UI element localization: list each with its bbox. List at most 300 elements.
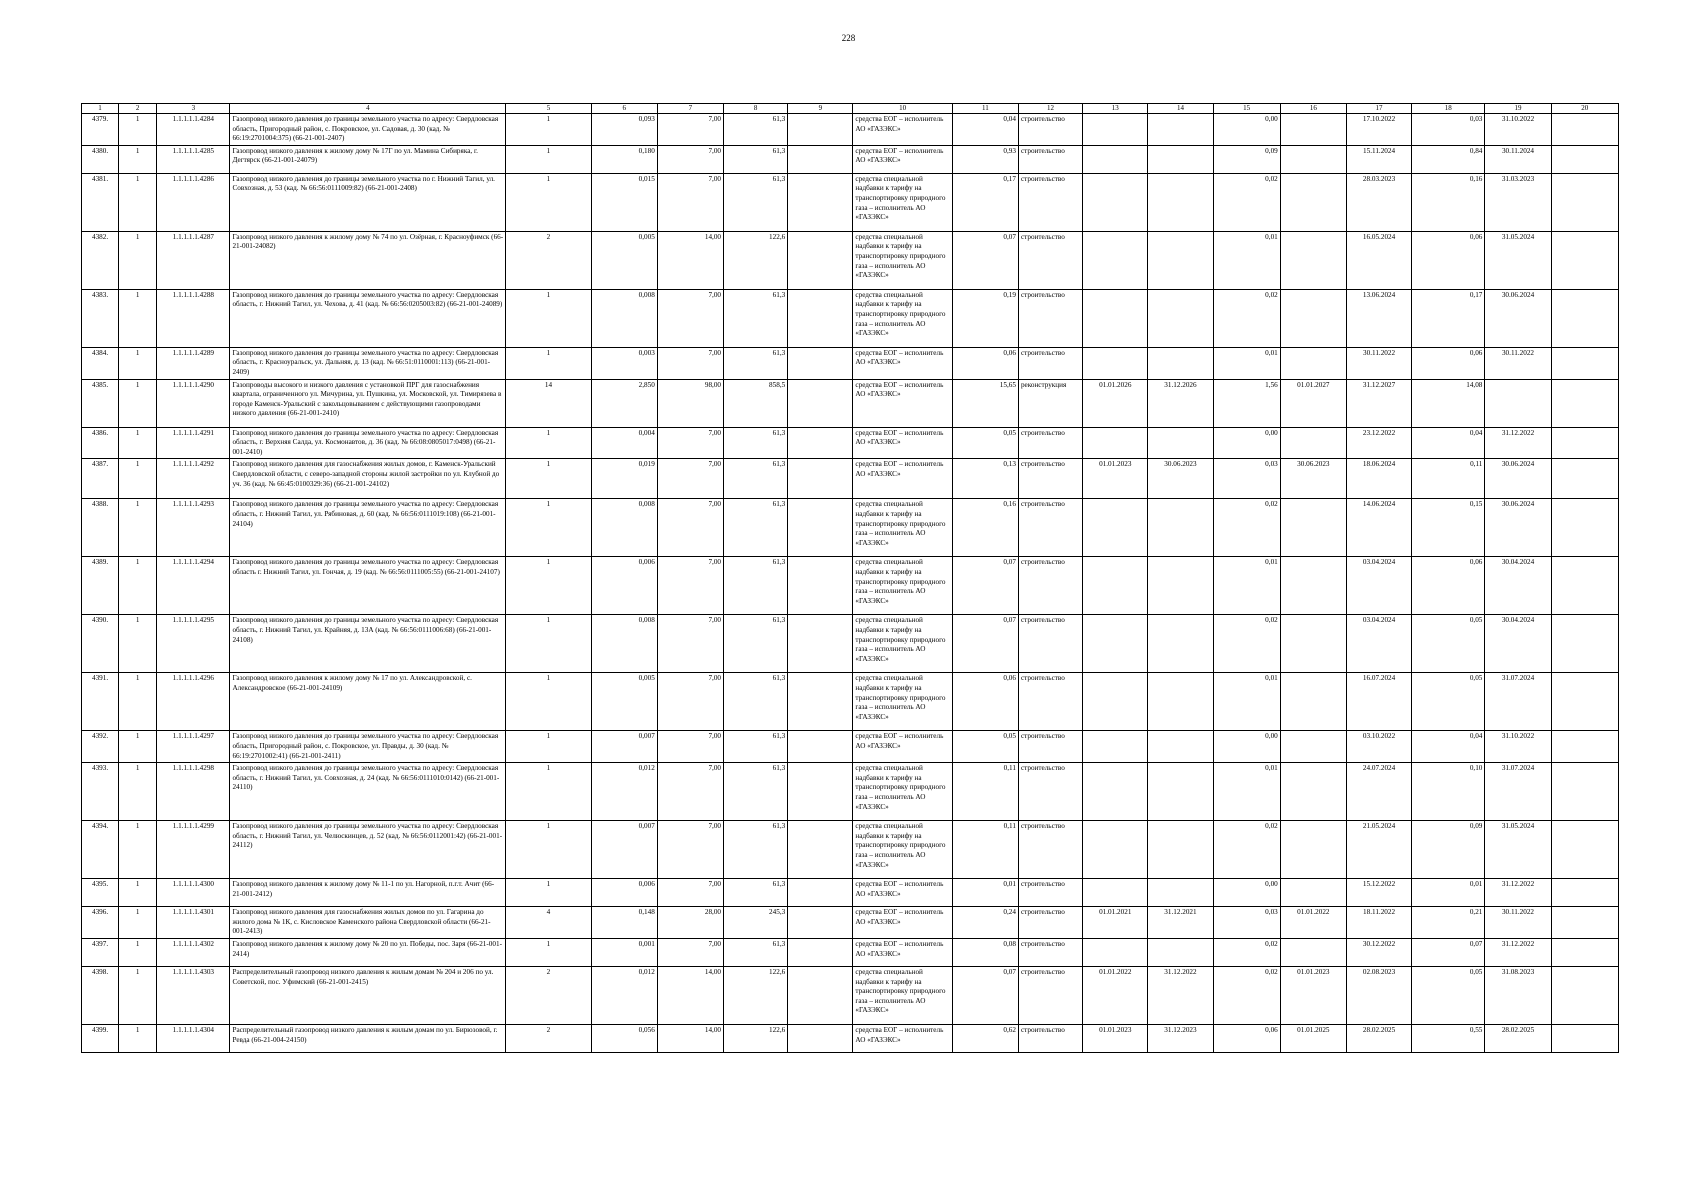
design-end-cell: 31.12.2021	[1148, 907, 1213, 939]
build-cost-cell: 0,15	[1412, 499, 1485, 557]
table-row	[82, 615, 1619, 673]
col9-cell	[788, 231, 853, 289]
design-start-cell	[1083, 879, 1148, 907]
build-end-cell: 30.11.2022	[1346, 347, 1411, 379]
funding-source-cell: средства специальной надбавки к тарифу на транспортировку природного газа – исполнитель АО «ГАЗЭКС»	[853, 966, 952, 1024]
design-end-cell	[1148, 114, 1213, 146]
table-body	[82, 114, 1619, 1053]
row-number-cell: 4380.	[82, 145, 119, 173]
group-cell: 1	[119, 427, 157, 459]
build-cost-cell: 0,06	[1412, 347, 1485, 379]
length-cell: 0,006	[591, 557, 657, 615]
cost-cell: 0,07	[952, 615, 1018, 673]
volume-cell: 61,3	[724, 557, 788, 615]
design-cost-cell: 1,56	[1213, 379, 1280, 427]
row-number-cell: 4382.	[82, 231, 119, 289]
row-number-cell: 4386.	[82, 427, 119, 459]
build-cost-cell: 0,04	[1412, 427, 1485, 459]
row-number-cell: 4379.	[82, 114, 119, 146]
col9-cell	[788, 499, 853, 557]
build-start-cell	[1280, 763, 1346, 821]
capacity-cell: 7,00	[657, 879, 723, 907]
object-description-cell: Газопровод низкого давления до границы земельного участка по г. Нижний Тагил, ул. Совхозная, д. 53 (кад. № 66:56:0111009:82) (66-21-001-2408)	[230, 173, 506, 231]
object-description-cell: Газопровод низкого давления до границы земельного участка по адресу: Свердловская область, г. Красноуральск, ул. Дальняя, д. 13 (кад. № 66:51:0110001:113) (66-21-001-2409)	[230, 347, 506, 379]
design-start-cell	[1083, 731, 1148, 763]
table-row	[82, 557, 1619, 615]
table-row	[82, 114, 1619, 146]
design-start-cell	[1083, 821, 1148, 879]
funding-source-cell: средства специальной надбавки к тарифу на транспортировку природного газа – исполнитель АО «ГАЗЭКС»	[853, 615, 952, 673]
volume-cell: 61,3	[724, 459, 788, 499]
object-description-cell: Распределительный газопровод низкого давления к жилым домам по ул. Бирюзовой, г. Ревда (66-21-004-24150)	[230, 1024, 506, 1052]
work-type-cell: строительство	[1018, 907, 1082, 939]
length-cell: 0,056	[591, 1024, 657, 1052]
cost-cell: 0,13	[952, 459, 1018, 499]
build-end-cell: 03.04.2024	[1346, 615, 1411, 673]
col20-cell	[1551, 427, 1618, 459]
cost-cell: 0,08	[952, 938, 1018, 966]
col20-cell	[1551, 145, 1618, 173]
build-start-cell	[1280, 557, 1346, 615]
col9-cell	[788, 879, 853, 907]
build-cost-cell: 0,04	[1412, 731, 1485, 763]
funding-source-cell: средства ЕОГ – исполнитель АО «ГАЗЭКС»	[853, 907, 952, 939]
funding-source-cell: средства ЕОГ – исполнитель АО «ГАЗЭКС»	[853, 427, 952, 459]
col9-cell	[788, 907, 853, 939]
row-number-cell: 4398.	[82, 966, 119, 1024]
volume-cell: 61,3	[724, 938, 788, 966]
design-cost-cell: 0,02	[1213, 289, 1280, 347]
cost-cell: 0,62	[952, 1024, 1018, 1052]
design-end-cell	[1148, 145, 1213, 173]
count-cell: 1	[506, 557, 591, 615]
code-cell: 1.1.1.1.1.4304	[157, 1024, 230, 1052]
work-type-cell: строительство	[1018, 114, 1082, 146]
build-cost-cell: 14,08	[1412, 379, 1485, 427]
design-end-cell: 31.12.2023	[1148, 1024, 1213, 1052]
build-start-cell	[1280, 145, 1346, 173]
capacity-cell: 7,00	[657, 821, 723, 879]
build-start-cell: 30.06.2023	[1280, 459, 1346, 499]
work-type-cell: строительство	[1018, 173, 1082, 231]
col9-cell	[788, 459, 853, 499]
code-cell: 1.1.1.1.1.4290	[157, 379, 230, 427]
col9-cell	[788, 173, 853, 231]
table-row	[82, 879, 1619, 907]
build-start-cell	[1280, 347, 1346, 379]
build-start-cell	[1280, 879, 1346, 907]
build-start-cell	[1280, 231, 1346, 289]
length-cell: 0,180	[591, 145, 657, 173]
count-cell: 1	[506, 289, 591, 347]
design-cost-cell: 0,06	[1213, 1024, 1280, 1052]
commissioning-date-cell: 30.06.2024	[1485, 499, 1551, 557]
code-cell: 1.1.1.1.1.4294	[157, 557, 230, 615]
count-cell: 1	[506, 615, 591, 673]
design-cost-cell: 0,02	[1213, 938, 1280, 966]
build-end-cell: 15.12.2022	[1346, 879, 1411, 907]
cost-cell: 0,16	[952, 499, 1018, 557]
design-end-cell: 31.12.2022	[1148, 966, 1213, 1024]
row-number-cell: 4387.	[82, 459, 119, 499]
commissioning-date-cell: 31.10.2022	[1485, 731, 1551, 763]
commissioning-date-cell: 30.11.2022	[1485, 347, 1551, 379]
object-description-cell: Газопроводы высокого и низкого давления с установкой ПРГ для газоснабжения квартала, ограниченного ул. Мичурина, ул. Пушкина, ул. Московской, ул. Тимирязева в городе Каменск-Уральский с закольцовыванием с действующими газопроводами низкого давления (66-21-001-2410)	[230, 379, 506, 427]
column-number-row	[82, 104, 1619, 114]
design-end-cell	[1148, 499, 1213, 557]
design-end-cell	[1148, 821, 1213, 879]
design-start-cell: 01.01.2026	[1083, 379, 1148, 427]
column-header-13: 13	[1083, 104, 1148, 114]
col9-cell	[788, 427, 853, 459]
count-cell: 1	[506, 114, 591, 146]
design-cost-cell: 0,02	[1213, 966, 1280, 1024]
volume-cell: 61,3	[724, 289, 788, 347]
build-cost-cell: 0,11	[1412, 459, 1485, 499]
cost-cell: 15,65	[952, 379, 1018, 427]
length-cell: 0,007	[591, 731, 657, 763]
volume-cell: 61,3	[724, 427, 788, 459]
capacity-cell: 7,00	[657, 145, 723, 173]
volume-cell: 61,3	[724, 347, 788, 379]
work-type-cell: строительство	[1018, 1024, 1082, 1052]
investment-program-table	[81, 103, 1619, 1053]
cost-cell: 0,24	[952, 907, 1018, 939]
row-number-cell: 4391.	[82, 673, 119, 731]
design-end-cell: 30.06.2023	[1148, 459, 1213, 499]
work-type-cell: строительство	[1018, 557, 1082, 615]
design-cost-cell: 0,00	[1213, 114, 1280, 146]
col20-cell	[1551, 938, 1618, 966]
funding-source-cell: средства специальной надбавки к тарифу на транспортировку природного газа – исполнитель АО «ГАЗЭКС»	[853, 763, 952, 821]
design-start-cell	[1083, 763, 1148, 821]
capacity-cell: 7,00	[657, 427, 723, 459]
code-cell: 1.1.1.1.1.4291	[157, 427, 230, 459]
volume-cell: 61,3	[724, 673, 788, 731]
volume-cell: 122,6	[724, 231, 788, 289]
commissioning-date-cell: 30.04.2024	[1485, 615, 1551, 673]
group-cell: 1	[119, 821, 157, 879]
column-header-5: 5	[506, 104, 591, 114]
work-type-cell: строительство	[1018, 879, 1082, 907]
count-cell: 1	[506, 427, 591, 459]
group-cell: 1	[119, 379, 157, 427]
work-type-cell: реконструкция	[1018, 379, 1082, 427]
build-start-cell: 01.01.2025	[1280, 1024, 1346, 1052]
cost-cell: 0,06	[952, 673, 1018, 731]
object-description-cell: Газопровод низкого давления к жилому дому № 17 по ул. Александровской, с. Александровское (66-21-001-24109)	[230, 673, 506, 731]
work-type-cell: строительство	[1018, 289, 1082, 347]
code-cell: 1.1.1.1.1.4285	[157, 145, 230, 173]
capacity-cell: 7,00	[657, 731, 723, 763]
capacity-cell: 14,00	[657, 966, 723, 1024]
group-cell: 1	[119, 289, 157, 347]
col20-cell	[1551, 879, 1618, 907]
column-header-19: 19	[1485, 104, 1551, 114]
object-description-cell: Распределительный газопровод низкого давления к жилым домам № 204 и 206 по ул. Советской, пос. Уфимский (66-21-001-2415)	[230, 966, 506, 1024]
build-end-cell: 28.02.2025	[1346, 1024, 1411, 1052]
length-cell: 2,850	[591, 379, 657, 427]
group-cell: 1	[119, 907, 157, 939]
design-cost-cell: 0,02	[1213, 173, 1280, 231]
table-row	[82, 763, 1619, 821]
code-cell: 1.1.1.1.1.4300	[157, 879, 230, 907]
design-end-cell	[1148, 557, 1213, 615]
design-cost-cell: 0,01	[1213, 231, 1280, 289]
build-start-cell: 01.01.2022	[1280, 907, 1346, 939]
capacity-cell: 28,00	[657, 907, 723, 939]
build-start-cell	[1280, 289, 1346, 347]
row-number-cell: 4390.	[82, 615, 119, 673]
build-end-cell: 30.12.2022	[1346, 938, 1411, 966]
commissioning-date-cell: 31.12.2022	[1485, 427, 1551, 459]
group-cell: 1	[119, 938, 157, 966]
commissioning-date-cell: 30.06.2024	[1485, 459, 1551, 499]
cost-cell: 0,93	[952, 145, 1018, 173]
design-cost-cell: 0,02	[1213, 499, 1280, 557]
commissioning-date-cell: 31.10.2022	[1485, 114, 1551, 146]
length-cell: 0,005	[591, 673, 657, 731]
code-cell: 1.1.1.1.1.4298	[157, 763, 230, 821]
object-description-cell: Газопровод низкого давления к жилому дому № 11-1 по ул. Нагорной, п.г.т. Ачит (66-21-001-2412)	[230, 879, 506, 907]
funding-source-cell: средства ЕОГ – исполнитель АО «ГАЗЭКС»	[853, 1024, 952, 1052]
build-end-cell: 13.06.2024	[1346, 289, 1411, 347]
design-end-cell	[1148, 731, 1213, 763]
build-end-cell: 28.03.2023	[1346, 173, 1411, 231]
build-cost-cell: 0,01	[1412, 879, 1485, 907]
col20-cell	[1551, 673, 1618, 731]
build-cost-cell: 0,10	[1412, 763, 1485, 821]
design-start-cell	[1083, 615, 1148, 673]
col20-cell	[1551, 379, 1618, 427]
capacity-cell: 7,00	[657, 938, 723, 966]
funding-source-cell: средства ЕОГ – исполнитель АО «ГАЗЭКС»	[853, 114, 952, 146]
work-type-cell: строительство	[1018, 231, 1082, 289]
object-description-cell: Газопровод низкого давления до границы земельного участка по адресу: Свердловская область, г. Нижний Тагил, ул. Крайняя, д. 13А (кад. № 66:56:0111006:68) (66-21-001-24108)	[230, 615, 506, 673]
design-cost-cell: 0,01	[1213, 673, 1280, 731]
code-cell: 1.1.1.1.1.4302	[157, 938, 230, 966]
build-cost-cell: 0,06	[1412, 557, 1485, 615]
col20-cell	[1551, 821, 1618, 879]
funding-source-cell: средства специальной надбавки к тарифу на транспортировку природного газа – исполнитель АО «ГАЗЭКС»	[853, 557, 952, 615]
code-cell: 1.1.1.1.1.4303	[157, 966, 230, 1024]
build-cost-cell: 0,16	[1412, 173, 1485, 231]
table-row	[82, 1024, 1619, 1052]
build-cost-cell: 0,55	[1412, 1024, 1485, 1052]
funding-source-cell: средства ЕОГ – исполнитель АО «ГАЗЭКС»	[853, 938, 952, 966]
design-start-cell: 01.01.2022	[1083, 966, 1148, 1024]
object-description-cell: Газопровод низкого давления до границы земельного участка по адресу: Свердловская область, г. Нижний Тагил, ул. Чехова, д. 41 (кад. № 66:56:0205003:82) (66-21-001-24089)	[230, 289, 506, 347]
group-cell: 1	[119, 459, 157, 499]
build-end-cell: 18.06.2024	[1346, 459, 1411, 499]
work-type-cell: строительство	[1018, 347, 1082, 379]
column-header-8: 8	[724, 104, 788, 114]
design-end-cell	[1148, 938, 1213, 966]
code-cell: 1.1.1.1.1.4289	[157, 347, 230, 379]
design-cost-cell: 0,09	[1213, 145, 1280, 173]
build-start-cell	[1280, 114, 1346, 146]
table-row	[82, 289, 1619, 347]
col20-cell	[1551, 289, 1618, 347]
design-end-cell: 31.12.2026	[1148, 379, 1213, 427]
funding-source-cell: средства ЕОГ – исполнитель АО «ГАЗЭКС»	[853, 379, 952, 427]
row-number-cell: 4388.	[82, 499, 119, 557]
volume-cell: 858,5	[724, 379, 788, 427]
design-end-cell	[1148, 879, 1213, 907]
row-number-cell: 4396.	[82, 907, 119, 939]
capacity-cell: 14,00	[657, 231, 723, 289]
table-row	[82, 938, 1619, 966]
build-cost-cell: 0,05	[1412, 673, 1485, 731]
column-header-3: 3	[157, 104, 230, 114]
cost-cell: 0,05	[952, 427, 1018, 459]
build-cost-cell: 0,07	[1412, 938, 1485, 966]
group-cell: 1	[119, 879, 157, 907]
object-description-cell: Газопровод низкого давления к жилому дому № 20 по ул. Победы, пос. Заря (66-21-001-2414)	[230, 938, 506, 966]
build-end-cell: 02.08.2023	[1346, 966, 1411, 1024]
length-cell: 0,019	[591, 459, 657, 499]
funding-source-cell: средства специальной надбавки к тарифу на транспортировку природного газа – исполнитель АО «ГАЗЭКС»	[853, 231, 952, 289]
work-type-cell: строительство	[1018, 821, 1082, 879]
design-start-cell: 01.01.2023	[1083, 459, 1148, 499]
length-cell: 0,093	[591, 114, 657, 146]
build-cost-cell: 0,05	[1412, 615, 1485, 673]
count-cell: 2	[506, 1024, 591, 1052]
table-row	[82, 907, 1619, 939]
count-cell: 1	[506, 347, 591, 379]
funding-source-cell: средства ЕОГ – исполнитель АО «ГАЗЭКС»	[853, 879, 952, 907]
volume-cell: 61,3	[724, 499, 788, 557]
length-cell: 0,003	[591, 347, 657, 379]
build-start-cell: 01.01.2023	[1280, 966, 1346, 1024]
cost-cell: 0,06	[952, 347, 1018, 379]
build-start-cell	[1280, 938, 1346, 966]
column-header-14: 14	[1148, 104, 1213, 114]
volume-cell: 61,3	[724, 145, 788, 173]
col9-cell	[788, 347, 853, 379]
col20-cell	[1551, 557, 1618, 615]
group-cell: 1	[119, 231, 157, 289]
length-cell: 0,004	[591, 427, 657, 459]
build-cost-cell: 0,17	[1412, 289, 1485, 347]
length-cell: 0,008	[591, 289, 657, 347]
row-number-cell: 4392.	[82, 731, 119, 763]
object-description-cell: Газопровод низкого давления до границы земельного участка по адресу: Свердловская область, Пригородный район, с. Покровское, ул. Правды, д. 30 (кад. № 66:19:2701002:41) (66-21-001-2411)	[230, 731, 506, 763]
work-type-cell: строительство	[1018, 499, 1082, 557]
code-cell: 1.1.1.1.1.4287	[157, 231, 230, 289]
column-header-11: 11	[952, 104, 1018, 114]
table-row	[82, 966, 1619, 1024]
length-cell: 0,012	[591, 966, 657, 1024]
design-end-cell	[1148, 289, 1213, 347]
design-start-cell	[1083, 673, 1148, 731]
length-cell: 0,008	[591, 615, 657, 673]
commissioning-date-cell: 28.02.2025	[1485, 1024, 1551, 1052]
work-type-cell: строительство	[1018, 145, 1082, 173]
col9-cell	[788, 821, 853, 879]
count-cell: 1	[506, 763, 591, 821]
length-cell: 0,015	[591, 173, 657, 231]
funding-source-cell: средства ЕОГ – исполнитель АО «ГАЗЭКС»	[853, 459, 952, 499]
volume-cell: 61,3	[724, 173, 788, 231]
col9-cell	[788, 731, 853, 763]
group-cell: 1	[119, 145, 157, 173]
capacity-cell: 98,00	[657, 379, 723, 427]
work-type-cell: строительство	[1018, 763, 1082, 821]
funding-source-cell: средства ЕОГ – исполнитель АО «ГАЗЭКС»	[853, 347, 952, 379]
column-header-15: 15	[1213, 104, 1280, 114]
build-end-cell: 03.04.2024	[1346, 557, 1411, 615]
commissioning-date-cell: 31.07.2024	[1485, 763, 1551, 821]
code-cell: 1.1.1.1.1.4284	[157, 114, 230, 146]
column-header-2: 2	[119, 104, 157, 114]
length-cell: 0,012	[591, 763, 657, 821]
col20-cell	[1551, 347, 1618, 379]
design-end-cell	[1148, 763, 1213, 821]
cost-cell: 0,07	[952, 557, 1018, 615]
count-cell: 4	[506, 907, 591, 939]
commissioning-date-cell: 31.08.2023	[1485, 966, 1551, 1024]
design-cost-cell: 0,02	[1213, 821, 1280, 879]
column-header-18: 18	[1412, 104, 1485, 114]
volume-cell: 61,3	[724, 763, 788, 821]
length-cell: 0,001	[591, 938, 657, 966]
code-cell: 1.1.1.1.1.4301	[157, 907, 230, 939]
count-cell: 1	[506, 938, 591, 966]
design-cost-cell: 0,03	[1213, 907, 1280, 939]
commissioning-date-cell: 30.06.2024	[1485, 289, 1551, 347]
design-end-cell	[1148, 347, 1213, 379]
commissioning-date-cell: 31.12.2022	[1485, 879, 1551, 907]
work-type-cell: строительство	[1018, 731, 1082, 763]
group-cell: 1	[119, 673, 157, 731]
volume-cell: 61,3	[724, 114, 788, 146]
row-number-cell: 4381.	[82, 173, 119, 231]
col20-cell	[1551, 966, 1618, 1024]
build-end-cell: 16.05.2024	[1346, 231, 1411, 289]
col20-cell	[1551, 114, 1618, 146]
design-cost-cell: 0,01	[1213, 347, 1280, 379]
work-type-cell: строительство	[1018, 427, 1082, 459]
row-number-cell: 4389.	[82, 557, 119, 615]
commissioning-date-cell: 30.04.2024	[1485, 557, 1551, 615]
build-end-cell: 16.07.2024	[1346, 673, 1411, 731]
table-row	[82, 145, 1619, 173]
build-start-cell: 01.01.2027	[1280, 379, 1346, 427]
volume-cell: 61,3	[724, 879, 788, 907]
row-number-cell: 4385.	[82, 379, 119, 427]
col9-cell	[788, 379, 853, 427]
col20-cell	[1551, 1024, 1618, 1052]
table-row	[82, 821, 1619, 879]
row-number-cell: 4397.	[82, 938, 119, 966]
table-row	[82, 673, 1619, 731]
group-cell: 1	[119, 966, 157, 1024]
cost-cell: 0,05	[952, 731, 1018, 763]
code-cell: 1.1.1.1.1.4297	[157, 731, 230, 763]
group-cell: 1	[119, 557, 157, 615]
capacity-cell: 7,00	[657, 289, 723, 347]
design-start-cell	[1083, 938, 1148, 966]
row-number-cell: 4393.	[82, 763, 119, 821]
length-cell: 0,148	[591, 907, 657, 939]
col9-cell	[788, 763, 853, 821]
column-header-7: 7	[657, 104, 723, 114]
design-start-cell: 01.01.2023	[1083, 1024, 1148, 1052]
code-cell: 1.1.1.1.1.4293	[157, 499, 230, 557]
build-cost-cell: 0,06	[1412, 231, 1485, 289]
group-cell: 1	[119, 615, 157, 673]
